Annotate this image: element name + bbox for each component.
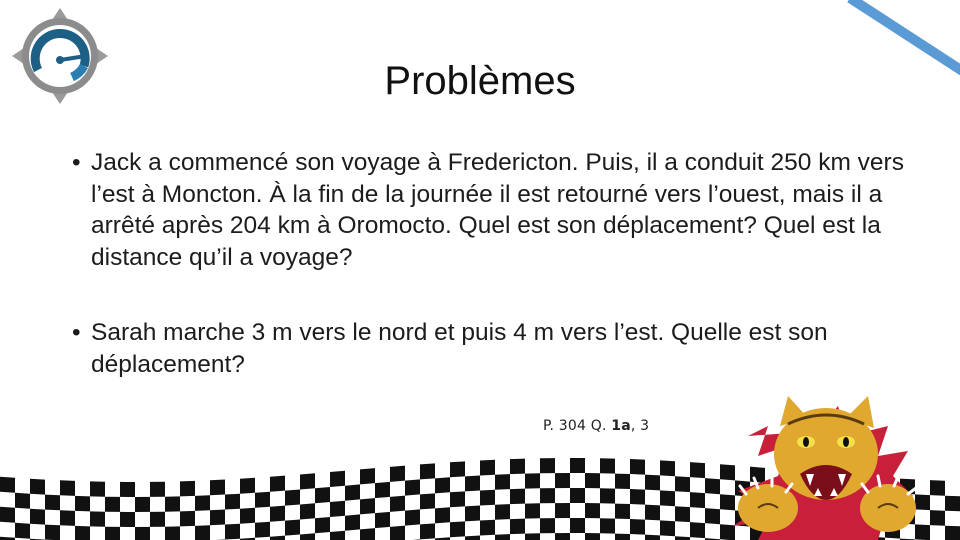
checker-square [615, 474, 630, 489]
checker-square [390, 466, 405, 482]
checker-square [405, 479, 420, 495]
checker-square [600, 518, 615, 533]
checker-square [285, 519, 300, 535]
checker-square [180, 481, 195, 496]
checker-square [555, 503, 570, 518]
checker-square [195, 495, 210, 511]
checker-square [105, 497, 120, 512]
checker-square [135, 527, 150, 540]
checker-square [585, 473, 600, 488]
checker-square [360, 498, 375, 514]
checker-square [525, 473, 540, 488]
checker-square [645, 475, 660, 491]
checker-square [330, 471, 345, 487]
checker-square [195, 525, 210, 540]
checker-square [465, 535, 480, 540]
checker-square [510, 459, 525, 474]
page-reference [543, 418, 649, 434]
checker-square [465, 505, 480, 521]
checker-square [315, 517, 330, 533]
checker-square [120, 482, 135, 497]
checker-square [255, 492, 270, 508]
checker-square [375, 512, 390, 528]
checker-square [150, 482, 165, 497]
checker-square [225, 524, 240, 540]
page-title: Problèmes [384, 59, 576, 103]
checker-square [15, 523, 30, 539]
checker-square [450, 521, 465, 537]
checker-square [600, 488, 615, 503]
reference-question: 1a [611, 418, 631, 434]
checker-square [390, 496, 405, 512]
checker-square [630, 459, 645, 475]
checker-square [495, 534, 510, 540]
checker-square [390, 526, 405, 540]
checker-square [165, 496, 180, 511]
bullet-item [72, 317, 912, 380]
checker-square [540, 488, 555, 503]
checker-square [60, 480, 75, 496]
checker-square [360, 528, 375, 540]
checker-square [300, 503, 315, 519]
checker-square [210, 510, 225, 526]
bullet-text: Sarah marche 3 m vers le nord et puis 4 m vers l’est. Quelle est son déplacement? [91, 319, 828, 378]
checker-square [435, 477, 450, 493]
checker-square [360, 468, 375, 484]
checker-square [690, 492, 705, 508]
checker-square [375, 482, 390, 498]
checker-square [660, 490, 675, 506]
checker-square [930, 510, 945, 526]
checker-square [435, 507, 450, 523]
checker-square [540, 518, 555, 533]
checker-square [240, 478, 255, 494]
checker-square [285, 489, 300, 505]
checker-square [270, 476, 285, 492]
checker-square [615, 504, 630, 519]
checker-square [270, 536, 285, 540]
reference-suffix: , 3 [630, 418, 650, 434]
checker-square [945, 526, 960, 540]
checker-square [150, 512, 165, 527]
bullet-text: Jack a commencé son voyage à Fredericton. Puis, il a conduit 250 km vers l’est à Moncton. À la fin de la journée il est retourné vers l’ouest, mais il a arrêté après 204 km à Oromocto. Quel est son déplacement? Quel est la distance qu’il a voyage? [91, 149, 904, 271]
checker-square [525, 503, 540, 518]
bullet-marker: • [72, 149, 81, 176]
checker-square [45, 495, 60, 511]
checker-square [345, 484, 360, 500]
checker-square [645, 505, 660, 521]
checker-square [165, 526, 180, 540]
checker-square [420, 523, 435, 539]
checker-square [495, 504, 510, 520]
checker-square [450, 491, 465, 507]
checker-square [75, 526, 90, 540]
checker-square [585, 533, 600, 540]
checker-square [255, 522, 270, 538]
checker-square [105, 527, 120, 540]
checker-square [540, 458, 555, 473]
checker-square [75, 496, 90, 511]
checker-square [675, 506, 690, 522]
checker-square [585, 503, 600, 518]
checker-square [90, 481, 105, 496]
checker-square [30, 479, 45, 495]
checker-square [450, 461, 465, 477]
checker-square [510, 489, 525, 504]
checker-square [420, 463, 435, 479]
checker-square [0, 507, 15, 523]
checker-square [690, 462, 705, 478]
checker-square [510, 519, 525, 534]
checker-square [30, 509, 45, 525]
checker-square [480, 490, 495, 506]
checker-square [675, 536, 690, 540]
checker-square [135, 497, 150, 512]
checker-square [240, 508, 255, 524]
checker-square [300, 533, 315, 540]
checker-square [120, 512, 135, 527]
checker-square [555, 533, 570, 540]
checker-square [600, 458, 615, 473]
checker-square [495, 474, 510, 490]
checker-square [660, 520, 675, 536]
checker-square [615, 534, 630, 540]
checker-square [705, 478, 720, 494]
checker-square [555, 473, 570, 488]
checker-square [480, 460, 495, 476]
checker-square [675, 476, 690, 492]
checker-square [60, 510, 75, 526]
checker-square [180, 511, 195, 526]
checker-square [225, 494, 240, 510]
checker-square [570, 518, 585, 533]
bullet-marker: • [72, 319, 81, 346]
checker-square [465, 475, 480, 491]
wildcat-mascot-icon [728, 396, 918, 540]
checker-square [210, 480, 225, 496]
checker-square [480, 520, 495, 536]
reference-prefix: P. 304 Q. [543, 418, 612, 434]
checker-square [315, 487, 330, 503]
checker-square [630, 519, 645, 535]
checker-square [570, 488, 585, 503]
checker-square [420, 493, 435, 509]
checker-square [630, 489, 645, 505]
checker-square [645, 535, 660, 540]
checker-square [405, 509, 420, 525]
checker-square [345, 514, 360, 530]
checker-square [330, 501, 345, 517]
checker-square [660, 460, 675, 476]
bullet-item [72, 147, 912, 273]
checker-square [330, 531, 345, 540]
checker-square [945, 496, 960, 512]
checker-square [525, 533, 540, 540]
checker-square [930, 480, 945, 496]
checker-square [300, 473, 315, 489]
checker-square [15, 493, 30, 509]
checker-square [705, 508, 720, 524]
checker-square [690, 522, 705, 538]
checker-square [570, 458, 585, 473]
checker-square [0, 477, 15, 493]
checker-square [270, 506, 285, 522]
checker-square [45, 525, 60, 540]
checker-square [90, 511, 105, 526]
